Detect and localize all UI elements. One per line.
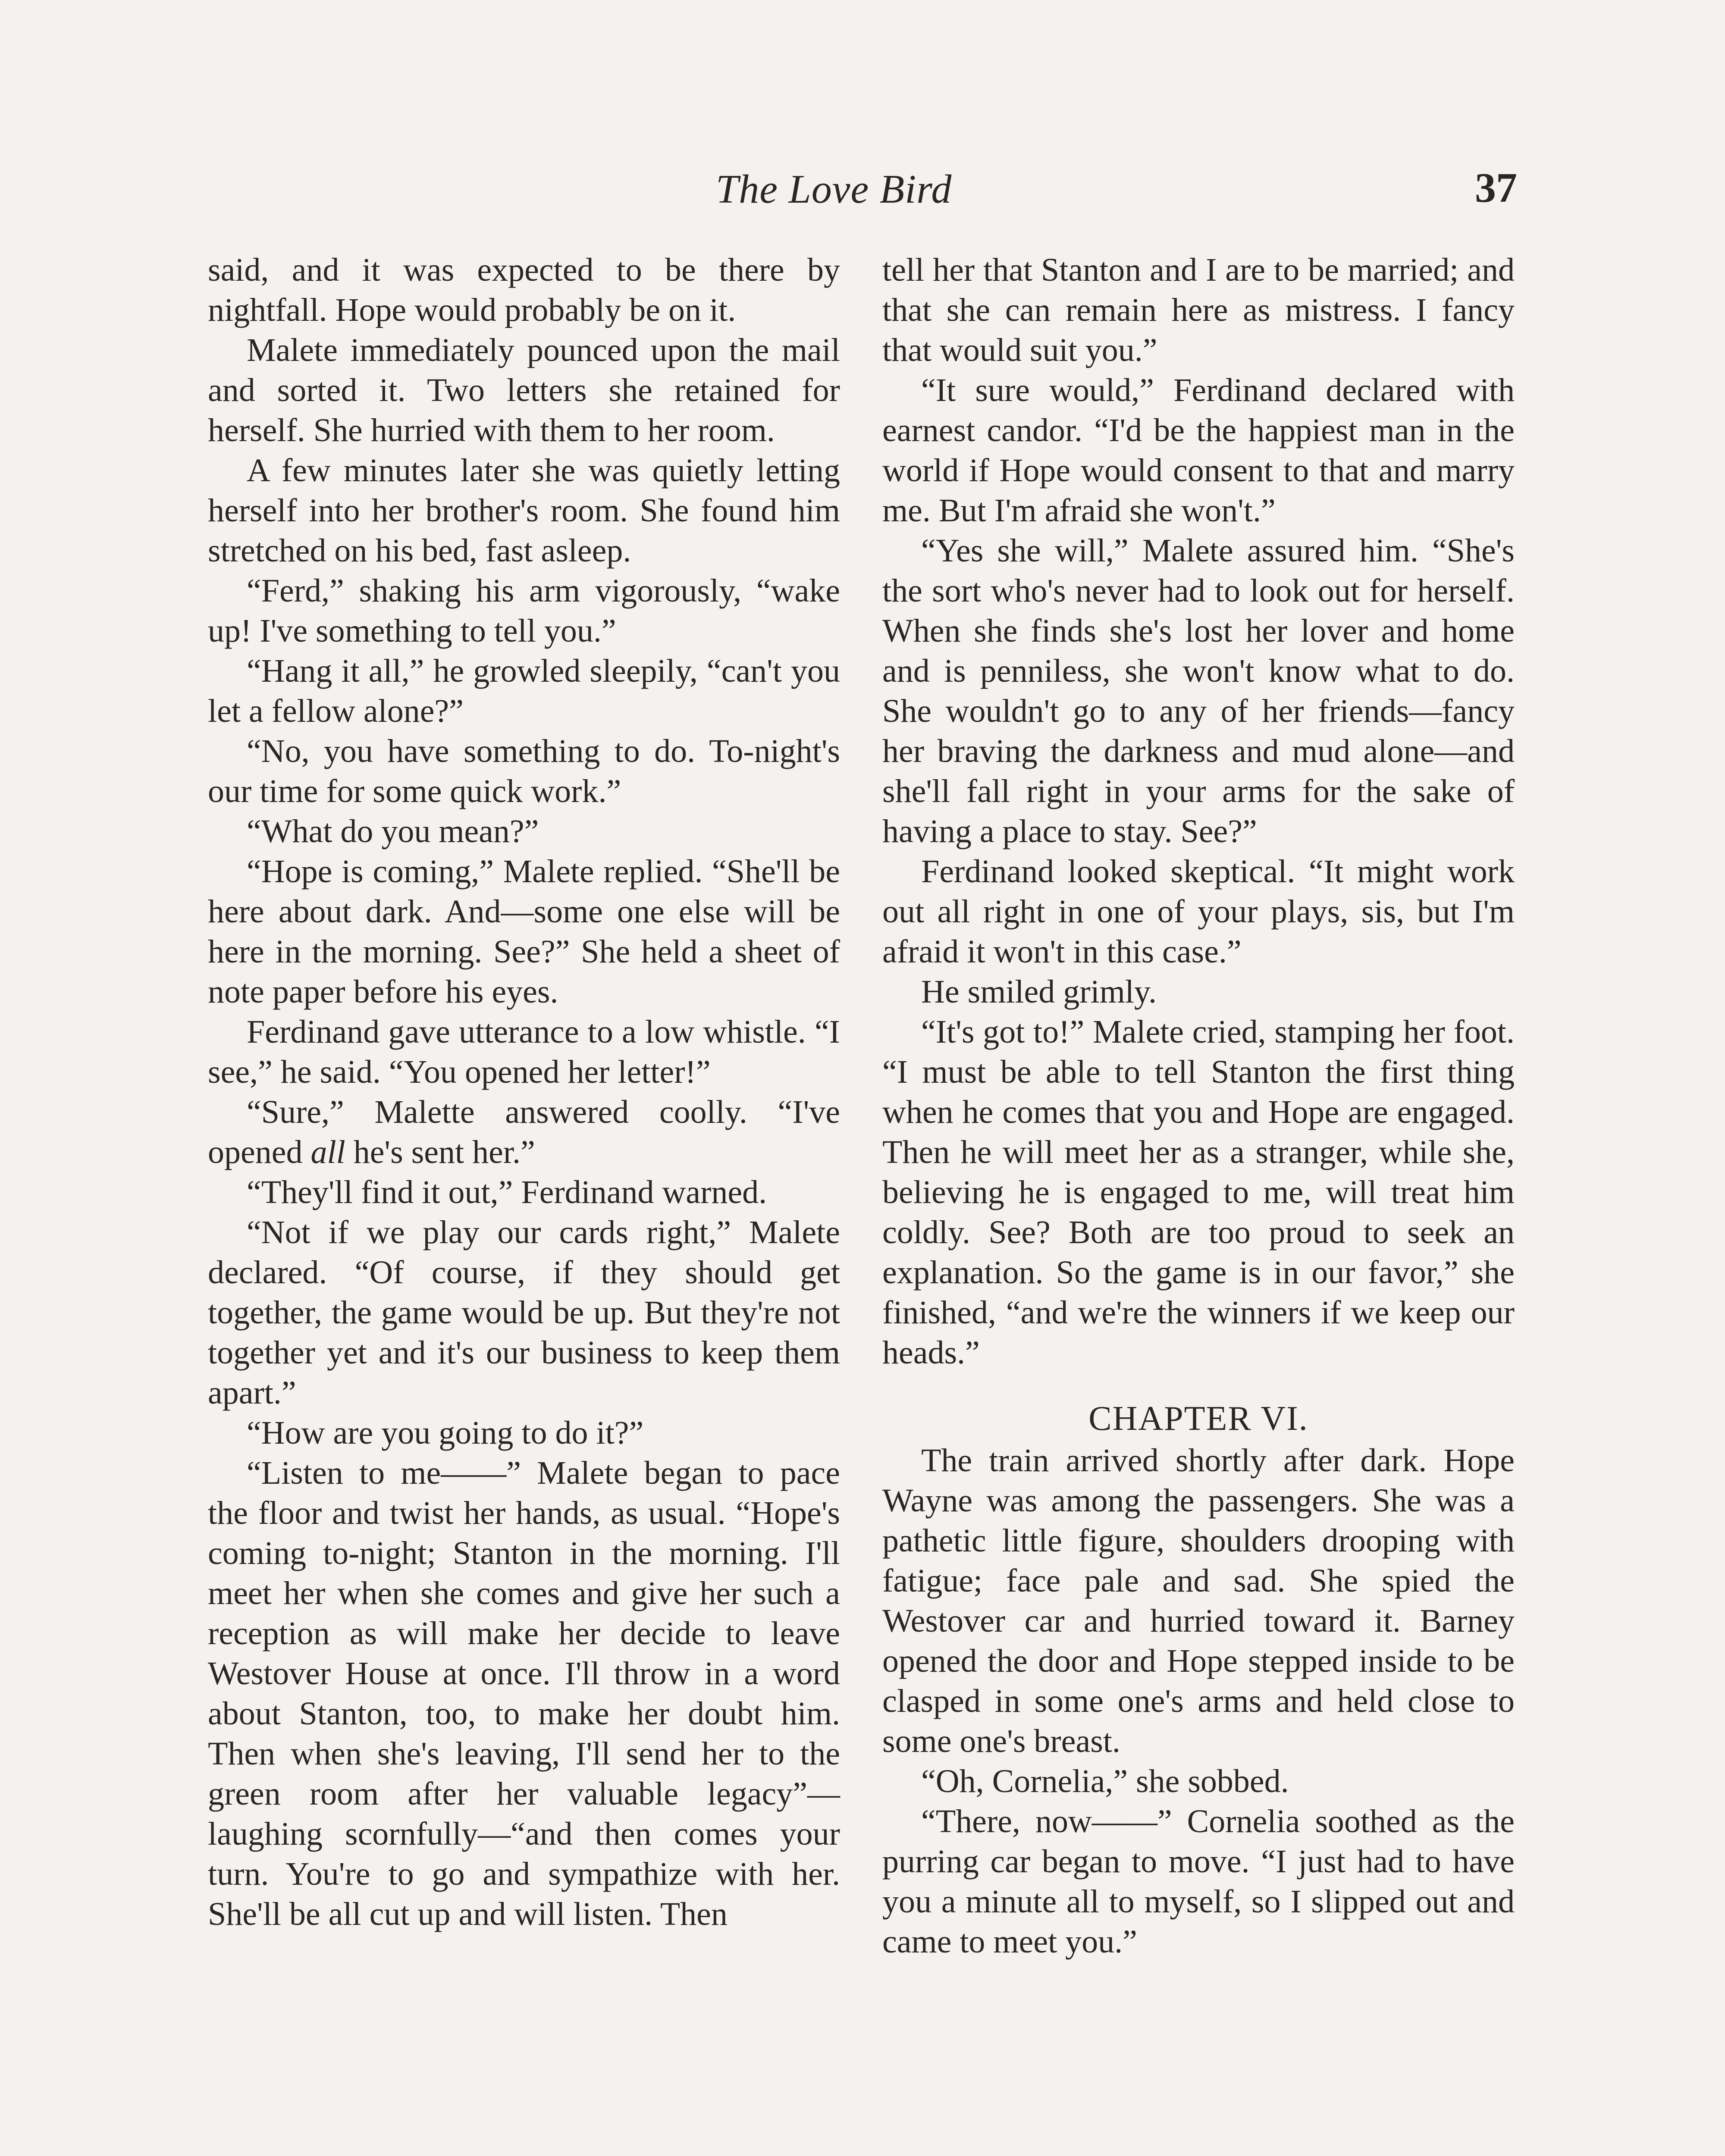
page-number: 37	[1475, 165, 1517, 211]
paragraph-text: “Sure,” Malette answered coolly. “I've opened	[208, 1094, 840, 1170]
right-column	[882, 250, 1515, 1962]
paragraph: said, and it was expected to be there by nightfall. Hope would probably be on it.	[208, 252, 840, 328]
paragraph: “Hope is coming,” Malete replied. “She'll be here about dark. And—some one else will be here in the morning. See?” She held a sheet of note paper before his eyes.	[208, 853, 840, 1010]
chapter-heading: CHAPTER VI.	[1088, 1400, 1308, 1438]
italic-word: all	[310, 1134, 345, 1170]
paragraph: “There, now——” Cornelia soothed as the purring car began to move. “I just had to have you a minute all to myself, so I slipped out and came to meet you.”	[882, 1803, 1515, 1960]
paragraph: “Ferd,” shaking his arm vigorously, “wake up! I've something to tell you.”	[208, 573, 840, 649]
paragraph: “Hang it all,” he growled sleepily, “can't you let a fellow alone?”	[208, 653, 840, 729]
paragraph	[208, 1092, 840, 1172]
paragraph: Malete immediately pounced upon the mail and sorted it. Two letters she retained for herself. She hurried with them to her room.	[208, 332, 840, 448]
paragraph: “It sure would,” Ferdinand declared with earnest candor. “I'd be the happiest man in the world if Hope would consent to that and marry me. But I'm afraid she won't.”	[882, 372, 1515, 529]
paragraph: “No, you have something to do. To-night's our time for some quick work.”	[208, 733, 840, 809]
paragraph: “Yes she will,” Malete assured him. “She's the sort who's never had to look out for herself. When she finds she's lost her lover and home and is penniless, she won't know what to do. She wouldn't go to any of her friends—fancy her braving the darkness and mud alone—and she'll fall right in your arms for the sake of having a place to stay. See?”	[882, 533, 1515, 849]
running-title: The Love Bird	[716, 167, 952, 212]
paragraph: Ferdinand looked skeptical. “It might work out all right in one of your plays, sis, but I'm afraid it won't in this case.”	[882, 853, 1515, 970]
paragraph: He smiled grimly.	[921, 974, 1157, 1010]
paragraph: Ferdinand gave utterance to a low whistle. “I see,” he said. “You opened her letter!”	[208, 1014, 840, 1090]
left-column	[208, 250, 840, 1934]
paragraph: “What do you mean?”	[247, 813, 539, 849]
paragraph: “They'll find it out,” Ferdinand warned.	[247, 1174, 767, 1210]
paragraph: The train arrived shortly after dark. Hope Wayne was among the passengers. She was a pathetic little figure, shoulders drooping with fatigue; face pale and sad. She spied the Westover car and hurried toward it. Barney opened the door and Hope stepped inside to be clasped in some one's arms and held close to some one's breast.	[882, 1442, 1515, 1759]
paragraph: tell her that Stanton and I are to be married; and that she can remain here as mistress. I fancy that would suit you.”	[882, 252, 1515, 368]
paragraph: “How are you going to do it?”	[247, 1415, 644, 1451]
paragraph-text: he's sent her.”	[345, 1134, 535, 1170]
paragraph: “Listen to me——” Malete began to pace the floor and twist her hands, as usual. “Hope's coming to-night; Stanton in the morning. I'll meet her when she comes and give her such a reception as will make her decide to leave Westover House at once. I'll throw in a word about Stanton, too, to make her doubt him. Then when she's leaving, I'll send her to the green room after her valuable legacy”—laughing scornfully—“and then comes your turn. You're to go and sympathize with her. She'll be all cut up and will listen. Then	[208, 1455, 840, 1932]
paragraph: “It's got to!” Malete cried, stamping her foot. “I must be able to tell Stanton the first thing when he comes that you and Hope are engaged. Then he will meet her as a stranger, while she, believing he is engaged to me, will treat him coldly. See? Both are too proud to seek an explanation. So the game is in our favor,” she finished, “and we're the winners if we keep our heads.”	[882, 1014, 1515, 1371]
paragraph: “Not if we play our cards right,” Malete declared. “Of course, if they should get together, the game would be up. But they're not together yet and it's our business to keep them apart.”	[208, 1214, 840, 1411]
paragraph: A few minutes later she was quietly letting herself into her brother's room. She found him stretched on his bed, fast asleep.	[208, 452, 840, 569]
paragraph: “Oh, Cornelia,” she sobbed.	[921, 1763, 1289, 1799]
